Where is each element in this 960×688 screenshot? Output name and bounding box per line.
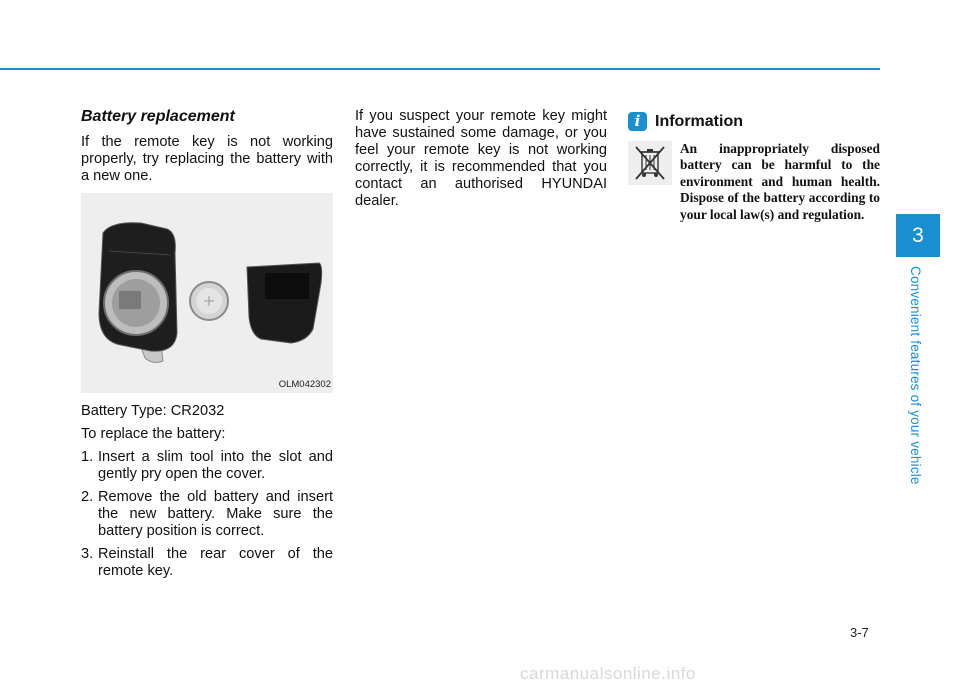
info-box (628, 100, 880, 223)
step-item (81, 489, 333, 540)
step-item (81, 449, 333, 483)
chapter-title-vertical (906, 266, 926, 496)
left-column (81, 100, 333, 586)
remote-key-figure (81, 193, 333, 393)
intro-paragraph: If the remote key is not working properly, try replacing the battery with a new one. (81, 134, 333, 184)
info-heading (628, 112, 880, 131)
section-heading: Battery replacement (81, 108, 235, 125)
figure-code: OLM042302 (278, 379, 331, 390)
step-text: Insert a slim tool into the slot and gently pry open the cover. (98, 449, 333, 482)
info-body (628, 141, 880, 223)
damage-paragraph: If you suspect your remote key might have sustained some damage, or you feel your remote key is not working correctly, it is recommended that you contact an authorised HYUNDAI dealer. (355, 108, 607, 209)
replace-intro: To replace the battery: (81, 426, 226, 442)
remote-key-illustration (81, 193, 333, 393)
step-number: 2. (81, 489, 94, 505)
chapter-tab: 3 (896, 214, 940, 257)
step-item (81, 546, 333, 580)
middle-column (355, 100, 607, 218)
step-text: Remove the old battery and insert the new battery. Make sure the battery position is correct. (98, 489, 333, 539)
chapter-title: Convenient features of your vehicle (908, 266, 923, 485)
step-text: Reinstall the rear cover of the remote key. (98, 546, 333, 579)
page-number: 3-7 (850, 625, 869, 640)
info-title: Information (655, 112, 743, 130)
battery-type: Battery Type: CR2032 (81, 403, 225, 419)
step-number: 3. (81, 546, 94, 562)
info-text: An inappropriately disposed battery can be harmful to the environment and human health. Dispose of the battery according to your local law(s) and regulation. (680, 141, 880, 222)
crossed-bin-icon (628, 141, 672, 185)
watermark: carmanualsonline.info (520, 664, 696, 683)
top-rule (0, 68, 880, 70)
info-icon: i (628, 112, 647, 131)
step-number: 1. (81, 449, 94, 465)
steps-list (81, 449, 333, 580)
